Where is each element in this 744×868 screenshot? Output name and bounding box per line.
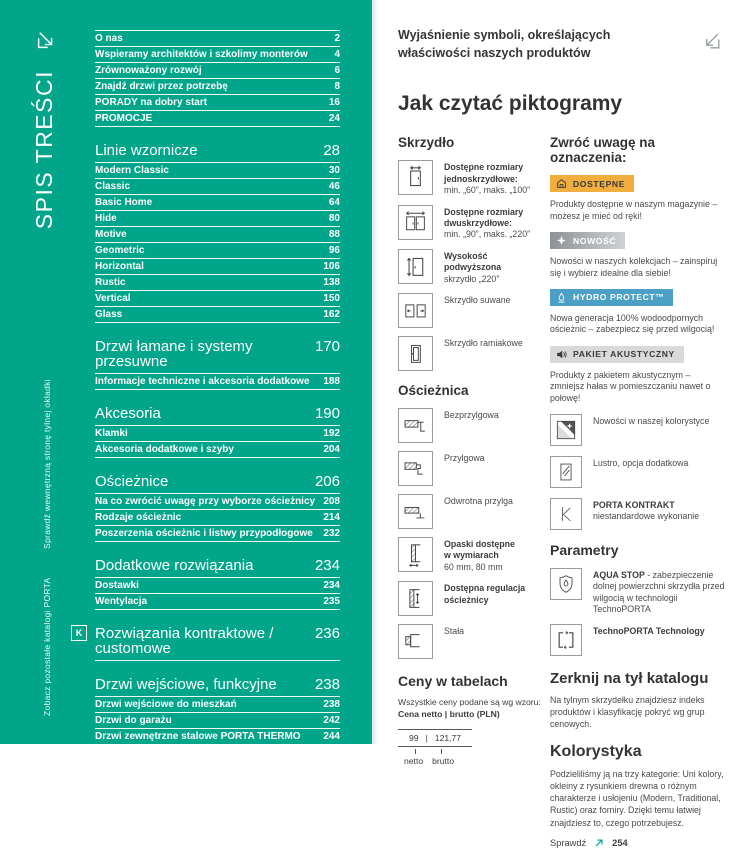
toc-entry-page: 80 [328,213,340,224]
aqua-stop-icon [550,568,582,600]
parametry-heading: Parametry [550,542,619,559]
toc-section-row[interactable] [95,401,340,426]
toc-entry-page: 236 [314,625,340,642]
pictogram-label-line: min. „90”, maks. „220” [444,229,531,240]
toc-item-row[interactable] [95,179,340,195]
pictogram-label [593,414,709,427]
toc-entry-label: Drzwi do garażu [95,715,172,726]
price-ticks [398,749,550,754]
toc-entry-label: Ościeżnice [95,473,169,490]
toc-entry-page: 6 [334,65,340,76]
toc-entry-page: 150 [323,293,340,304]
toc-entry-page: 64 [328,197,340,208]
toc-item-row[interactable] [95,291,340,307]
toc-entry-page: 208 [323,496,340,507]
sparkle-icon [556,235,567,246]
toc-entry-page: 272 [314,847,340,864]
badge-label: NOWOŚĆ [573,235,617,246]
price-values [398,729,472,747]
toc-entry-page: 234 [314,557,340,574]
pictogram-row [398,408,550,443]
toc-item-row[interactable] [95,227,340,243]
technoporta-icon [550,624,582,656]
toc-entry-page: 254 [314,760,340,777]
pictogram-label [444,624,464,637]
pictogram-label-line: jednoskrzydłowe: [444,173,518,184]
pictogram-label-bold: AQUA STOP [593,570,645,581]
toc-entry-label: Informacje techniczne i akcesoria dodatkowe [95,376,310,387]
toc-item-row[interactable] [95,697,340,713]
toc-section-row[interactable] [95,138,340,163]
toc-entry-page: 188 [323,376,340,387]
pictogram-label-line: min. „60”, maks. „100” [444,185,531,196]
toc-item-row[interactable] [95,374,340,390]
pictogram-label-rest: - zabezpieczenie dolnej powierzchni skrzydła przed wilgocią w technologii TechnoPORTA [593,570,725,615]
toc-entry-label: Rustic [95,277,126,288]
toc-item-row[interactable] [95,31,340,47]
frame-bezprzylgowa-icon [398,408,433,443]
color-new-icon [550,414,582,446]
toc-panel [0,0,372,864]
pictogram-row [398,451,550,486]
back-note-heading: Zerknij na tył katalogu [550,669,709,687]
toc-section-row[interactable] [95,843,340,868]
oscieznica-list [398,408,550,659]
toc-entry-page: 4 [334,49,340,60]
toc-item-row[interactable] [95,95,340,111]
toc-entry-label: Rozwiązania kontraktowe / customowe [95,625,274,657]
pictogram-label-line: Odwrotna przylga [444,496,513,507]
pictogram-row [398,160,550,196]
price-example [398,728,550,766]
section-title: Jak czytać piktogramy [398,92,623,116]
frame-stala-icon [398,624,433,659]
intro-line: właściwości naszych produktów [398,46,591,61]
frame-odwrotna-icon [398,494,433,529]
toc-entry-page: 96 [328,245,340,256]
toc-entry-page: 244 [323,731,340,742]
toc-entry-label: Klamki [95,428,128,439]
intro-text [398,26,610,62]
pictogram-label-line: Dostępne rozmiary [444,162,524,173]
pictogram-label-line: Przylgowa [444,453,485,464]
pictogram-label-line: Bezprzylgowa [444,410,499,421]
kolorystyka-check-link[interactable] [550,838,726,848]
pictogram-row [398,624,550,659]
toc-entry-page: 30 [328,165,340,176]
badge-label: HYDRO PROTECT™ [573,292,665,303]
toc-entry-page: 170 [314,338,340,355]
toc-entry-label: Drzwi wejściowe do mieszkań [95,699,237,710]
toc-entry-page: 232 [323,528,340,539]
pictogram-label [444,336,523,349]
netto-label: netto [404,756,424,767]
mirror-icon [550,456,582,488]
toc-entry-label: Drzwi zewnętrzne stalowe PORTA THERMO [95,731,301,742]
badge-hydro-protect [550,289,673,306]
pictogram-label-line: dwuskrzydłowe: [444,217,512,228]
frame-opaski-icon [398,537,433,572]
pictogram-label [444,249,501,285]
toc-list [75,30,340,868]
badge-list [550,175,726,404]
toc-entry-page: 162 [323,309,340,320]
badge-nowosc [550,232,625,249]
page-title: SPIS TREŚCI [31,70,57,230]
toc-item-row[interactable] [95,163,340,179]
door-frame-icon [398,336,433,371]
pictogram-label [444,205,530,241]
pictogram-label [444,494,513,507]
pictogram-row [398,581,550,616]
spine-note-catalogs: Zobacz pozostałe katalogi PORTA [42,577,52,716]
pictogram-row [398,537,550,573]
toc-entry-page: 234 [323,580,340,591]
toc-entry-page: 46 [328,181,340,192]
check-page: 254 [612,837,628,848]
door-height-icon [398,249,433,284]
toc-section-row[interactable] [95,334,340,374]
toc-item-row[interactable] [95,510,340,526]
parametry-list [550,568,726,656]
toc-entry-label: O nas [95,33,123,44]
toc-entry-label: Akcesoria [95,405,161,422]
ceny-formula: Cena netto | brutto (PLN) [398,709,500,720]
skrzydlo-heading: Skrzydło [398,135,455,151]
price-labels [398,756,550,766]
toc-section-row[interactable] [95,792,340,832]
badge-description: Produkty z pakietem akustycznym – zmniejsz hałas w pomieszczaniu nawet o połowę! [550,369,711,403]
toc-entry-page: 206 [314,473,340,490]
spine-notes [42,379,52,716]
pictogram-label [444,160,530,196]
frame-regulacja-icon [398,581,433,616]
spine-note-back-cover: Sprawdź wewnętrzną stronę tylnej okładki [42,379,52,549]
toc-item-row[interactable] [95,494,340,510]
toc-entry-label: Kontakt [95,847,146,864]
toc-entry-label: Glass [95,309,123,320]
toc-entry-label: PORADY na dobry start [95,97,208,108]
pictogram-row [398,205,550,241]
kolorystyka-text: Podzieliliśmy ją na trzy kategorie: Uni kolory, okleiny z rysunkiem drewna o różnym charakterze i usłojeniu (Modern, Traditional, Rustic) oraz forniry. Dzięki temu łatwiej znajdziesz to, czego potrzebujesz. [550,769,724,828]
toc-entry-label: Dostawki [95,580,139,591]
toc-entry-page: 8 [334,81,340,92]
pictogram-label [593,624,705,637]
pictogram-label-line: Lustro, opcja dodatkowa [593,458,689,469]
brutto-label: brutto [432,756,455,767]
pictogram-label [444,581,525,606]
toc-entry-label: Horizontal [95,261,144,272]
toc-entry-label: Vertical [95,293,131,304]
pictogram-label-line: Wysokość [444,250,488,261]
toc-section-row[interactable] [95,672,340,697]
toc-item-row[interactable] [95,275,340,291]
toc-entry-page: 242 [323,715,340,726]
toc-item-row[interactable] [95,426,340,442]
pictogram-label-line: niestandardowe wykonanie [593,511,700,522]
intro-line: Wyjaśnienie symboli, określających [398,28,611,42]
toc-entry-label: Znajdź drzwi przez potrzebę [95,81,228,92]
toc-entry-page: 138 [323,277,340,288]
warehouse-icon [556,178,567,189]
badge-label: DOSTĘPNE [573,178,626,189]
pictogram-label [444,293,511,306]
toc-item-row[interactable] [95,211,340,227]
price-brutto: 121,77 [434,733,462,744]
toc-entry-label: Poszerzenia ościeżnic i listwy przypodłogowe [95,528,313,539]
pictogram-label-line: Dostępne rozmiary [444,206,524,217]
kontrakt-icon [550,498,582,530]
pictogram-label [593,498,699,523]
left-column [398,135,550,847]
toc-entry-page: 106 [323,261,340,272]
pictogram-label [444,451,485,464]
pictogram-label-line: podwyższona [444,262,502,273]
toc-entry-label: Dodatkowe rozwiązania [95,557,254,574]
toc-item-row[interactable] [95,79,340,95]
speaker-icon [556,349,567,360]
toc-section-row[interactable] [95,756,340,781]
toc-item-row[interactable] [95,47,340,63]
right-column [550,135,726,847]
toc-entry-page: 190 [314,405,340,422]
badge-group-dostepne [550,175,726,222]
toc-item-row[interactable] [95,243,340,259]
check-label: Sprawdź [550,837,587,848]
badge-description: Nowości w naszych kolekcjach – zainspiruj się i wybierz idealne dla siebie! [550,256,718,278]
toc-section-row[interactable] [95,469,340,494]
pictogram-columns [398,135,726,847]
kontrakt-k-badge: K [71,625,87,641]
toc-entry-page: 28 [323,142,340,159]
drop-icon [556,292,567,303]
toc-item-row[interactable] [95,578,340,594]
price-separator: | [425,733,428,744]
price-netto: 99 [409,733,419,744]
pictogram-label-line: ościeżnicy [444,594,489,605]
toc-entry-page: 204 [323,444,340,455]
toc-entry-label: Rodzaje ościeżnic [95,512,182,523]
toc-entry-label: Modern Classic [95,165,169,176]
toc-entry-label: Kolorystyka [95,760,173,777]
pictogram-label-line: Opaski dostępne [444,539,515,550]
oscieznica-heading: Ościeżnica [398,383,469,399]
toc-entry-label: Hide [95,213,117,224]
toc-item-row[interactable] [95,713,340,729]
arrow-up-right-icon [594,838,604,848]
toc-item-row[interactable] [95,111,340,127]
toc-entry-page: 238 [323,699,340,710]
toc-entry-label: Drzwi wejściowe, funkcyjne [95,676,277,693]
pictogram-label [444,408,499,421]
toc-section-row[interactable] [95,553,340,578]
corner-arrow-down-right-icon [33,26,60,53]
pictogram-label-line: w wymiarach [444,550,499,561]
pictogram-label [593,456,688,469]
badge-group-hydro-protect [550,289,726,336]
toc-entry-label: Drzwi łamane i systemy przesuwne [95,338,253,370]
pictogram-label-line: 60 mm, 80 mm [444,561,503,572]
badge-dostepne [550,175,634,192]
badge-label: PAKIET AKUSTYCZNY [573,349,675,360]
skrzydlo-list [398,160,550,371]
oznaczenia-heading: Zwróć uwagę na oznaczenia: [550,135,656,166]
badge-description: Nowa generacja 100% wodoodpornych ościeżnic – zabezpiecz się przed wilgocią! [550,312,715,335]
toc-entry-label: Motive [95,229,127,240]
pictogram-row [550,456,726,488]
badge-pakiet-akustyczny [550,346,684,363]
toc-entry-label: Wspieramy architektów i szkolimy monterów [95,49,308,60]
toc-entry-label: Linie wzornicze [95,142,198,159]
pictogram-row [398,336,550,371]
badge-description: Produkty dostępne w naszym magazynie – możesz je mieć od ręki! [550,199,718,221]
toc-section-row[interactable] [75,621,340,661]
badge-group-nowosc [550,232,726,279]
toc-entry-label: Akcesoria dodatkowe i szyby [95,444,234,455]
pictogram-label-line: PORTA KONTRAKT [593,500,675,511]
toc-entry-label: Basic Home [95,197,153,208]
pictogram-row [550,414,726,446]
toc-entry-label: Geometric [95,245,145,256]
pictogram-label [593,568,726,616]
toc-entry-label: Classic [95,181,131,192]
toc-entry-page: 214 [323,512,340,523]
pictogram-label-line: Nowości w naszej kolorystyce [593,416,710,427]
toc-entry-label: Tabele wymiarowe, rysunki techniczne [95,796,275,828]
panel-header [398,26,726,62]
corner-arrow-down-left-icon [699,28,724,53]
toc-entry-page: 24 [328,113,340,124]
pictogram-row [398,249,550,285]
back-note-text: Na tylnym skrzydełku znajdziesz indeks produktów i klasyfikację pokryć wg grup cenowych. [550,694,705,729]
pictogram-label-line: Dostępna regulacja [444,583,526,594]
toc-item-row[interactable] [95,307,340,323]
frame-przylgowa-icon [398,451,433,486]
pictogram-row [398,293,550,328]
toc-entry-page: 238 [314,676,340,693]
toc-item-row[interactable] [95,63,340,79]
toc-entry-page: 2 [334,33,340,44]
ceny-heading: Ceny w tabelach [398,673,508,690]
toc-entry-page: 88 [328,229,340,240]
toc-entry-page: 192 [323,428,340,439]
pictogram-label-bold: TechnoPORTA Technology [593,625,705,636]
toc-item-row[interactable] [95,729,340,745]
pictogram-label-line: skrzydło „220” [444,273,500,284]
toc-item-row[interactable] [95,195,340,211]
toc-entry-label: Zrównoważony rozwój [95,65,202,76]
pictogram-label-line: Skrzydło ramiakowe [444,338,523,349]
toc-item-row[interactable] [95,526,340,542]
pictogram-row [398,494,550,529]
toc-item-row[interactable] [95,594,340,610]
kolorystyka-heading: Kolorystyka [550,743,642,761]
toc-entry-page: 235 [323,596,340,607]
pictogram-row [550,498,726,530]
pictogram-label-line: Skrzydło suwane [444,295,511,306]
door-double-icon [398,205,433,240]
ceny-note: Wszystkie ceny podane są wg wzoru: [398,697,541,708]
door-single-icon [398,160,433,195]
toc-item-row[interactable] [95,442,340,458]
toc-entry-page: 268 [314,796,340,813]
badge-group-pakiet-akustyczny [550,346,726,404]
toc-entry-label: PROMOCJE [95,113,153,124]
toc-entry-label: Wentylacja [95,596,148,607]
pictogram-label [444,537,515,573]
toc-entry-label: Na co zwrócić uwagę przy wyborze ościeżnicy [95,496,316,507]
pictogram-row [550,568,726,616]
pictogram-label-line: Stała [444,626,465,637]
pictogram-panel [372,0,744,848]
toc-entry-page: 16 [328,97,340,108]
extra-marks-list [550,414,726,530]
toc-item-row[interactable] [95,259,340,275]
pictogram-row [550,624,726,656]
door-sliding-icon [398,293,433,328]
